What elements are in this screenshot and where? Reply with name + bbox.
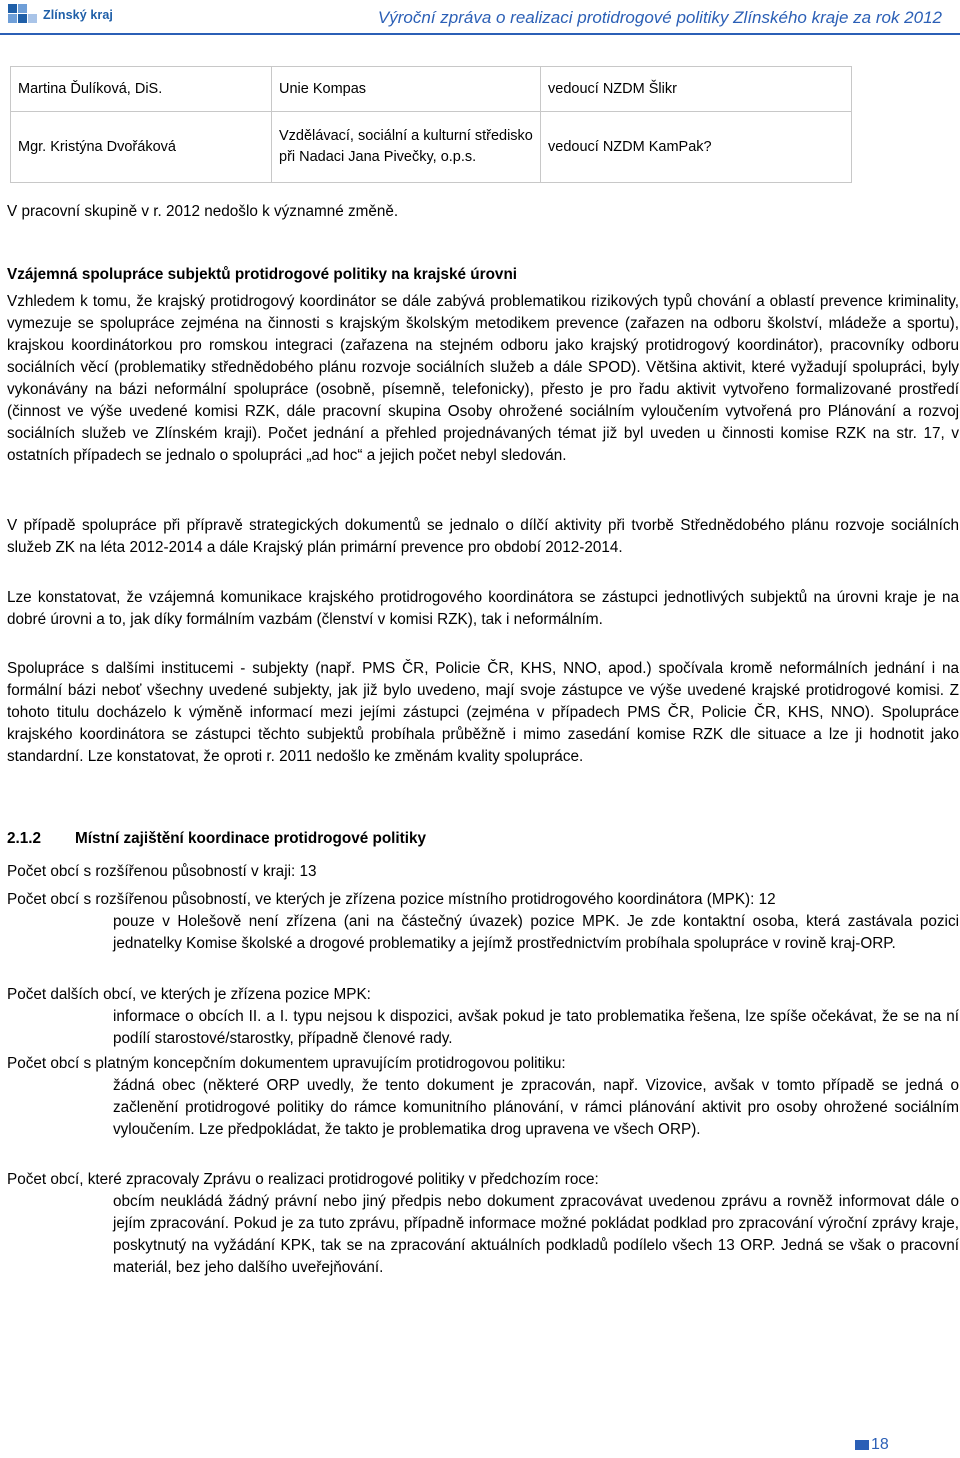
paragraph-cooperation-2: V případě spolupráce při přípravě strategických dokumentů se jednalo o dílčí aktivity při tvorbě Střednědobého plánu rozvoje sociálních služeb ZK na léta 2012-2014 a dále Krajský plán primární prevence pro období 2012-2014. xyxy=(7,517,959,556)
page-number: 18 xyxy=(871,1436,889,1453)
item-orp-count: Počet obcí s rozšířenou působností v kraji: 13 xyxy=(7,863,317,880)
item-report-count: Počet obcí, které zpracovaly Zprávu o realizaci protidrogové politiky v předchozím roce: xyxy=(7,1171,599,1188)
working-group-table xyxy=(10,66,852,183)
item-report-count-detail: obcím neukládá žádný právní nebo jiný předpis nebo dokument zpracovávat uvedenou zprávu a rovněž informovat dále o jejím zpracování. Pokud je za tuto zprávu, případně informace možné pokládat podklad pro zpracování výroční zprávy kraje, poskytnutý na vyžádání KPK, tak se na zpracování aktuálních podkladů podílelo všech 13 ORP. Jedná se však o pracovní materiál, bez jeho dalšího uveřejňování. xyxy=(113,1193,959,1276)
section-title: Místní zajištění koordinace protidrogové politiky xyxy=(75,830,427,847)
page-header xyxy=(0,0,960,36)
header-divider xyxy=(0,33,960,35)
zlinsky-kraj-logo xyxy=(8,4,113,26)
paragraph-cooperation-3: Lze konstatovat, že vzájemná komunikace krajského protidrogového koordinátora se zástupci jednotlivých subjektů na úrovni kraje je na dobré úrovni a to, jak díky formálním vazbám (členství v komisi RZK), tak i neformálním. xyxy=(7,589,959,628)
item-policy-document-detail: žádná obec (některé ORP uvedly, že tento dokument je zpracován, např. Vizovice, avšak v tomto případě se jedná o začlenění protidrogové politiky do rámce komunitního plánování, v rámci plánování aktivit pro osoby ohrožené sociálním vyloučením. Lze předpokládat, že takto je problematika drog upravena ve všech ORP). xyxy=(113,1077,959,1138)
page-number-marker-icon xyxy=(855,1440,869,1450)
logo-text: Zlínský kraj xyxy=(43,8,113,22)
item-other-mpk: Počet dalších obcí, ve kterých je zřízena pozice MPK: xyxy=(7,986,371,1003)
table-cell-name: Mgr. Kristýna Dvořáková xyxy=(11,112,272,183)
table-cell-role: vedoucí NZDM KamPak? xyxy=(541,112,852,183)
paragraph-cooperation-4: Spolupráce s dalšími institucemi - subjekty (např. PMS ČR, Policie ČR, KHS, NNO, apod.) spočívala kromě neformálních jednání i na formální bázi neboť všechny uvedené subjekty, jak již bylo uvedeno, mají svoje zástupce ve výše uvedené krajské protidrogové komisi. Z tohoto titulu docházelo k výměně informací mezi jejími zástupci (zejména v případech PMS ČR, Policie ČR, KHS, NNO). Spolupráce krajského koordinátora se zástupci těchto subjektů probíhala průběžně i mimo zasedání komise RZK dle situace a lze ji hodnotit jako standardní. Lze konstatovat, že oproti r. 2011 nedošlo ke změnám kvality spolupráce. xyxy=(7,660,959,765)
table-cell-role: vedoucí NZDM Šlikr xyxy=(541,67,852,112)
heading-cooperation: Vzájemná spolupráce subjektů protidrogové politiky na krajské úrovni xyxy=(7,266,518,283)
table-cell-name: Martina Ďulíková, DiS. xyxy=(11,67,272,112)
item-mpk-count: Počet obcí s rozšířenou působností, ve kterých je zřízena pozice místního protidrogového koordinátora (MPK): 12 xyxy=(7,891,776,908)
section-number: 2.1.2 xyxy=(7,830,42,847)
table-cell-organization: Vzdělávací, sociální a kulturní středisko při Nadaci Jana Pivečky, o.p.s. xyxy=(272,112,541,183)
logo-squares-icon xyxy=(8,4,38,26)
item-policy-document: Počet obcí s platným koncepčním dokumentem upravujícím protidrogovou politiku: xyxy=(7,1055,566,1072)
paragraph-no-change: V pracovní skupině v r. 2012 nedošlo k významné změně. xyxy=(7,203,399,220)
item-mpk-detail: pouze v Holešově není zřízena (ani na částečný úvazek) pozice MPK. Je zde kontaktní osoba, která zastávala pozici jednatelky Komise školské a drogové problematiky a jejímž prostřednictvím probíhala spolupráce v rovině kraj-ORP. xyxy=(113,913,959,952)
item-other-mpk-detail: informace o obcích II. a I. typu nejsou k dispozici, avšak pokud je tato problematika řešena, lze spíše očekávat, že se na ní podílí starostové/starostky, případně členové rady. xyxy=(113,1008,959,1047)
table-cell-organization: Unie Kompas xyxy=(272,67,541,112)
table-row xyxy=(11,112,852,183)
paragraph-cooperation-1: Vzhledem k tomu, že krajský protidrogový koordinátor se dále zabývá problematikou rizikových typů chování a oblastí prevence kriminality, vymezuje se spolupráce zejména na činnosti s krajským školským metodikem prevence (zařazen na odboru školství, mládeže a sportu), krajskou koordinátorkou pro romskou integraci (zařazena na stejném odboru jako krajský protidrogový koordinátor), pracovníky odboru sociálních věcí (problematiky střednědobého plánu rozvoje sociálních služeb a dále SPOD). Většina aktivit, které vyžadují spolupráci, byly vykonávány na bázi neformální spolupráce (osobně, písemně, telefonicky), přesto je pro řadu aktivit vytvořeno formalizované prostředí (činnost ve výše uvedené komisi RZK, dále pracovní skupina Osoby ohrožené sociálním vyloučením vytvořená pro Plánování a rozvoj sociálních služeb ve Zlínském kraji). Počet jednání a přehled projednávaných témat již byl uveden u činnosti komise RZK na str. 17, v ostatních případech se jednalo o spolupráci „ad hoc“ a jejich počet nebyl sledován. xyxy=(7,293,959,464)
report-title: Výroční zpráva o realizaci protidrogové politiky Zlínského kraje za rok 2012 xyxy=(377,8,942,27)
table-row xyxy=(11,67,852,112)
